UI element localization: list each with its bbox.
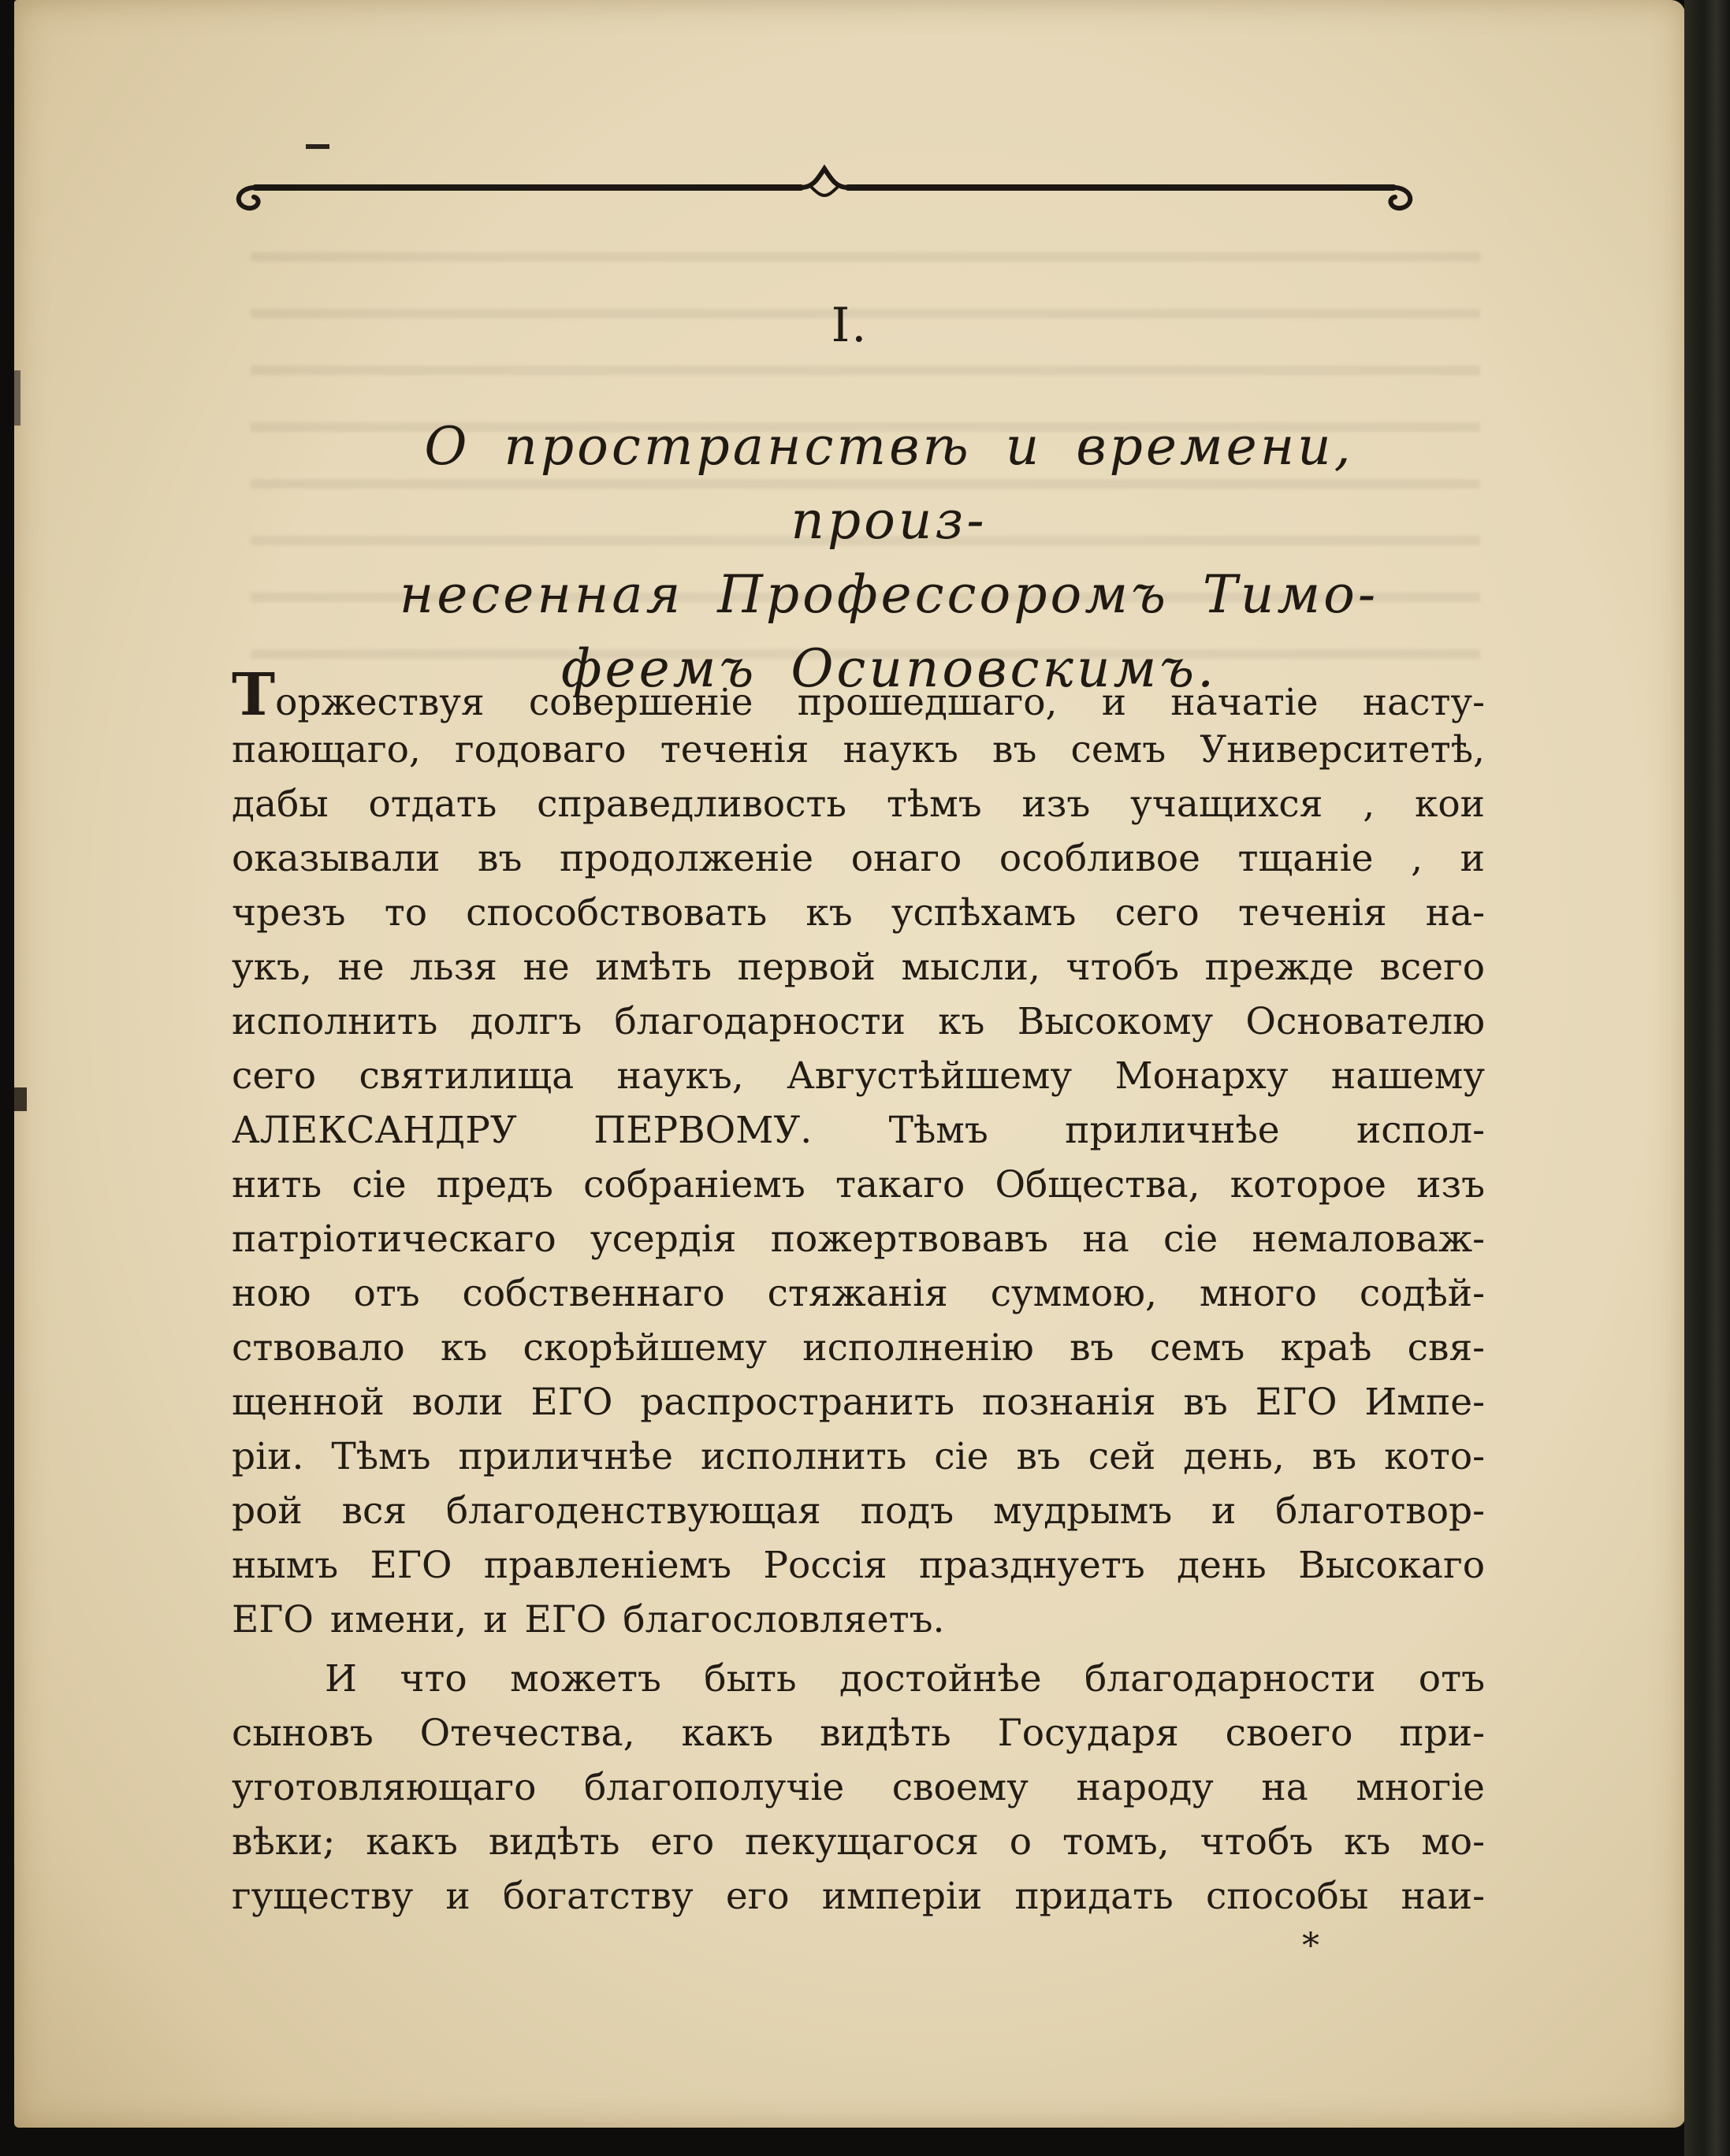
text-line: укъ, не льзя не имѣть первой мысли, чтобъ прежде всего — [232, 946, 1485, 989]
text-line: патріотическаго усердія пожертвовавъ на сіе немаловаж- — [232, 1217, 1485, 1261]
paragraph-1 — [232, 661, 1485, 1647]
text-line: уготовляющаго благополучіе своему народу на многіе — [232, 1766, 1485, 1809]
text-line: И что можетъ быть достойнѣе благодарности отъ — [325, 1657, 1485, 1701]
text-line: пающаго, годоваго теченія наукъ въ семъ Университетѣ, — [232, 728, 1485, 771]
edge-mark — [14, 370, 20, 426]
book-edge — [1684, 0, 1730, 2156]
section-number: I. — [831, 298, 869, 353]
text-line: ною отъ собственнаго стяжанія суммою, много содѣй- — [232, 1272, 1485, 1315]
chapter-title — [329, 410, 1449, 706]
paragraph-2 — [232, 1652, 1485, 1924]
text-line: ріи. Тѣмъ приличнѣе исполнить сіе въ сей день, въ кото- — [232, 1435, 1485, 1478]
text-line: гуществу и богатству его имперіи придать способы наи- — [232, 1875, 1485, 1918]
text-line: АЛЕКСАНДРУ ПЕРВОМУ. Тѣмъ приличнѣе испол- — [232, 1109, 1485, 1152]
paper-sheet — [14, 0, 1685, 2128]
text-line: чрезъ то способствовать къ успѣхамъ сего теченія на- — [232, 891, 1485, 935]
headpiece-ornament — [229, 164, 1420, 216]
text-line: нымъ ЕГО правленіемъ Россія празднуетъ день Высокаго — [232, 1544, 1485, 1587]
edge-mark — [14, 1087, 27, 1111]
text-line: вѣки; какъ видѣть его пекущагося о томъ, чтобъ къ мо- — [232, 1820, 1485, 1864]
text-line: сего святилища наукъ, Августѣйшему Монарху нашему — [232, 1054, 1485, 1098]
title-line: несенная Профессоромъ Тимо- — [399, 564, 1379, 625]
text-line: оказывали въ продолженіе онаго особливое тщаніе , и — [232, 837, 1485, 880]
ink-mark — [306, 144, 329, 149]
signature-mark: * — [1302, 1926, 1319, 1966]
text-line: ЕГО имени, и ЕГО благословляетъ. — [232, 1598, 945, 1641]
text-line: рой вся благоденствующая подъ мудрымъ и благотвор- — [232, 1489, 1485, 1533]
title-line: О пространствѣ и времени, произ- — [424, 416, 1354, 551]
text-line: исполнить долгъ благодарности къ Высокому Основателю — [232, 1000, 1485, 1043]
drop-cap: Т — [232, 661, 276, 729]
text-line: дабы отдать справедливость тѣмъ изъ учащихся , кои — [232, 782, 1485, 826]
text-line: щенной воли ЕГО распространить познанія въ ЕГО Импе- — [232, 1381, 1485, 1424]
text-line: нить сіе предъ собраніемъ такаго Общества, которое изъ — [232, 1163, 1485, 1206]
text-line: ствовало къ скорѣйшему исполненію въ семъ краѣ свя- — [232, 1326, 1485, 1370]
text-line: Торжествуя совершеніе прошедшаго, и начатіе насту- — [232, 661, 1485, 729]
text-line: сыновъ Отечества, какъ видѣть Государя своего при- — [232, 1712, 1485, 1755]
title-line: феемъ Осиповскимъ. — [560, 638, 1218, 699]
